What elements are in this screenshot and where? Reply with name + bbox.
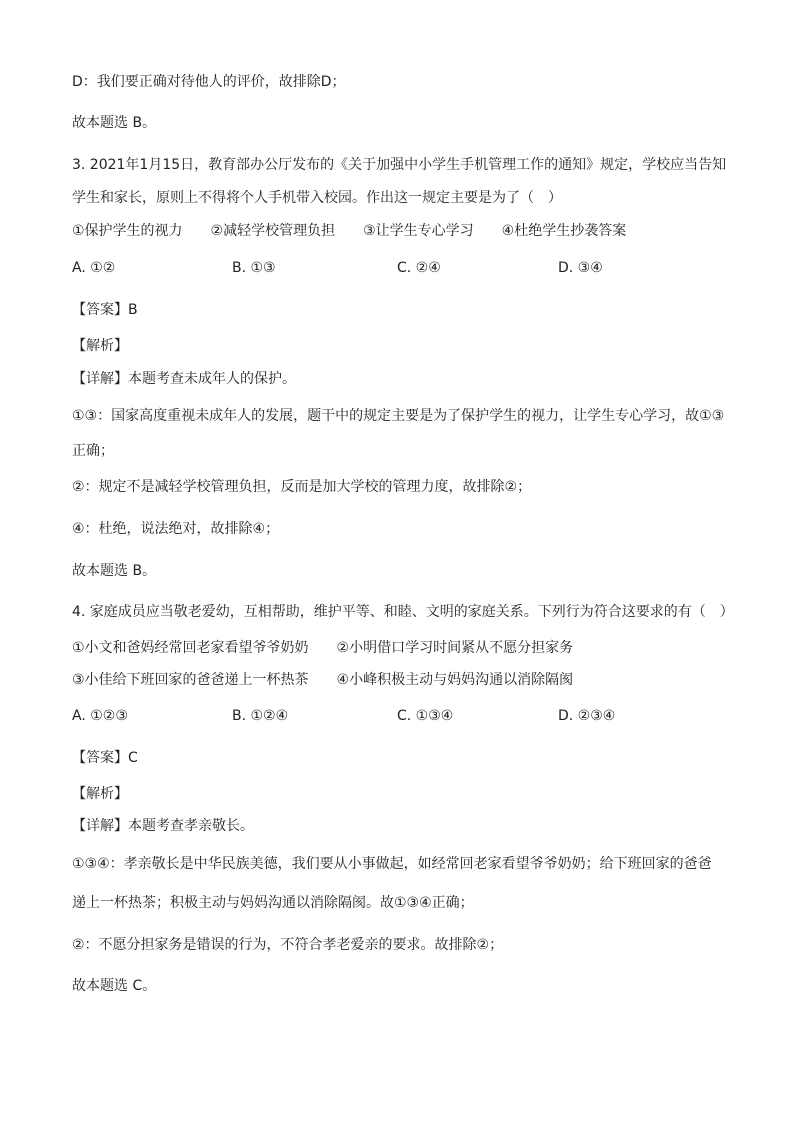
analysis-label: 【解析】 xyxy=(72,338,128,354)
question-4-option-a: A. ①②③ xyxy=(72,708,128,724)
question-4-option-d: D. ②③④ xyxy=(558,708,616,724)
text-line: D：我们要正确对待他人的评价，故排除D； xyxy=(72,74,346,90)
question-3-stem: 学生和家长，原则上不得将个人手机带入校园。作出这一规定主要是为了（ ） xyxy=(72,190,562,206)
question-3-option-c: C. ②④ xyxy=(397,260,441,276)
question-3-option-a: A. ①② xyxy=(72,260,116,276)
question-3-items: ①保护学生的视力 ②减轻学校管理负担 ③让学生专心学习 ④杜绝学生抄袭答案 xyxy=(72,223,627,239)
question-3-stem: 3. 2021年1月15日，教育部办公厅发布的《关于加强中小学生手机管理工作的通知》规定，学校应当告知 xyxy=(72,157,727,173)
question-3-option-b: B. ①③ xyxy=(232,260,276,276)
text-line: 正确； xyxy=(72,443,114,459)
answer-label: 【答案】C xyxy=(72,750,138,766)
text-line: ②：规定不是减轻学校管理负担，反而是加大学校的管理力度，故排除②； xyxy=(72,479,532,495)
detail-line: 【详解】本题考查未成年人的保护。 xyxy=(72,371,296,387)
text-line: 故本题选 C。 xyxy=(72,978,157,994)
question-4-items: ①小文和爸妈经常回老家看望爷爷奶奶 ②小明借口学习时间紧从不愿分担家务 xyxy=(72,640,574,656)
question-4-option-c: C. ①③④ xyxy=(397,708,454,724)
text-line: ①③：国家高度重视未成年人的发展，题干中的规定主要是为了保护学生的视力，让学生专心学习，故①③ xyxy=(72,408,725,424)
analysis-label: 【解析】 xyxy=(72,786,128,802)
question-4-option-b: B. ①②④ xyxy=(232,708,289,724)
question-4-stem: 4. 家庭成员应当敬老爱幼，互相帮助，维护平等、和睦、文明的家庭关系。下列行为符合这要求的有（ ） xyxy=(72,604,734,620)
text-line: ④：杜绝，说法绝对，故排除④； xyxy=(72,521,280,537)
text-line: ①③④：孝亲敬长是中华民族美德，我们要从小事做起，如经常回老家看望爷爷奶奶；给下班回家的爸爸 xyxy=(72,856,712,872)
question-4-items: ③小佳给下班回家的爸爸递上一杯热茶 ④小峰积极主动与妈妈沟通以消除隔阂 xyxy=(72,672,574,688)
text-line: ②：不愿分担家务是错误的行为，不符合孝老爱亲的要求。故排除②； xyxy=(72,937,504,953)
detail-line: 【详解】本题考查孝亲敬长。 xyxy=(72,818,254,834)
question-3-option-d: D. ③④ xyxy=(558,260,603,276)
answer-label: 【答案】B xyxy=(72,302,138,318)
text-line: 递上一杯热茶；积极主动与妈妈沟通以消除隔阂。故①③④正确； xyxy=(72,895,474,911)
text-line: 故本题选 B。 xyxy=(72,115,157,131)
text-line: 故本题选 B。 xyxy=(72,563,157,579)
